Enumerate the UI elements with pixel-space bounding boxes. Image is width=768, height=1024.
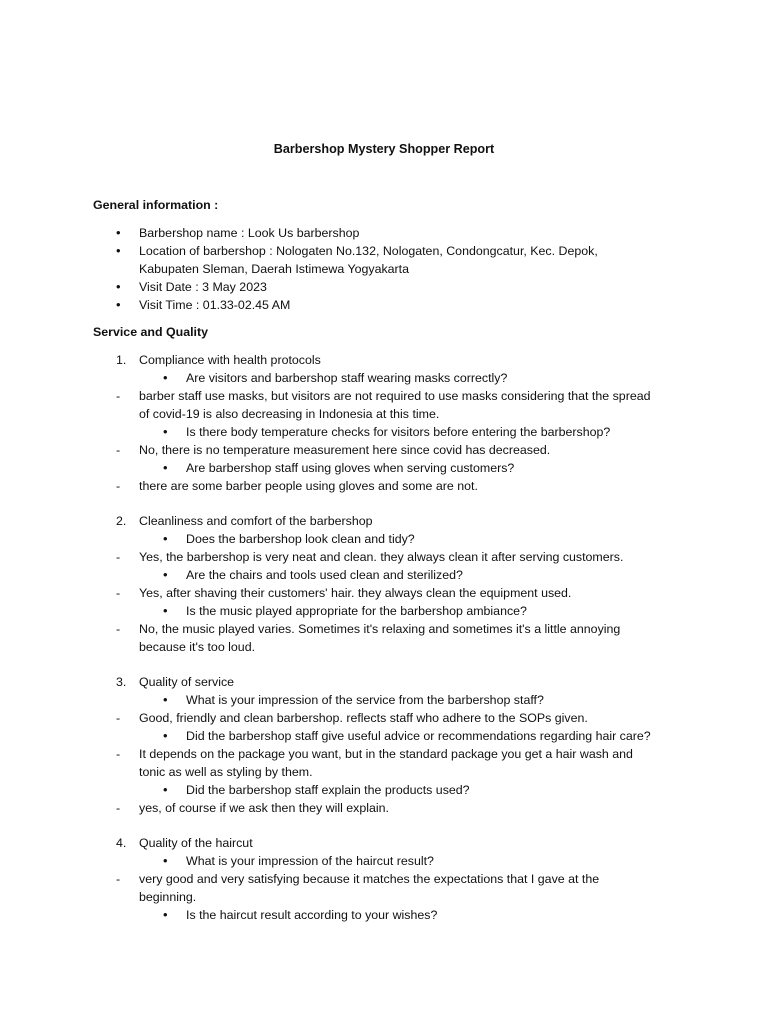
general-information-heading: General information : — [93, 198, 219, 212]
dash-marker: - — [116, 389, 121, 403]
barbershop-location-item-continued: Kabupaten Sleman, Daerah Istimewa Yogyakarta — [139, 262, 410, 276]
question: Are the chairs and tools used clean and sterilized? — [186, 568, 463, 582]
answer-continued: tonic as well as styling by them. — [139, 765, 313, 779]
answer: yes, of course if we ask then they will explain. — [139, 801, 389, 815]
section-number: 2. — [116, 514, 127, 528]
bullet-icon: • — [116, 297, 121, 312]
dash-marker: - — [116, 586, 121, 600]
bullet-icon: • — [163, 603, 168, 618]
question: Is the haircut result according to your wishes? — [186, 908, 438, 922]
answer: Yes, after shaving their customers' hair. they always clean the equipment used. — [139, 586, 572, 600]
bullet-icon: • — [116, 225, 121, 240]
answer-continued: because it's too loud. — [139, 640, 256, 654]
question: Did the barbershop staff explain the products used? — [186, 783, 470, 797]
answer: No, the music played varies. Sometimes it's relaxing and sometimes it's a little annoying — [139, 622, 621, 636]
answer: barber staff use masks, but visitors are not required to use masks considering that the spread — [139, 389, 651, 403]
bullet-icon: • — [163, 460, 168, 475]
question: Is the music played appropriate for the barbershop ambiance? — [186, 604, 527, 618]
section-title: Cleanliness and comfort of the barbershop — [139, 514, 373, 528]
bullet-icon: • — [163, 567, 168, 582]
question: Are visitors and barbershop staff wearing masks correctly? — [186, 371, 508, 385]
bullet-icon: • — [163, 370, 168, 385]
section-title: Compliance with health protocols — [139, 353, 321, 367]
answer: No, there is no temperature measurement here since covid has decreased. — [139, 443, 551, 457]
bullet-icon: • — [163, 907, 168, 922]
answer-continued: beginning. — [139, 890, 197, 904]
answer-continued: of covid-19 is also decreasing in Indonesia at this time. — [139, 407, 440, 421]
bullet-icon: • — [163, 531, 168, 546]
dash-marker: - — [116, 479, 121, 493]
section-number: 4. — [116, 836, 127, 850]
bullet-icon: • — [163, 853, 168, 868]
dash-marker: - — [116, 622, 121, 636]
bullet-icon: • — [163, 424, 168, 439]
visit-date-item: Visit Date : 3 May 2023 — [139, 280, 267, 294]
report-title: Barbershop Mystery Shopper Report — [273, 142, 495, 156]
dash-marker: - — [116, 747, 121, 761]
answer: Good, friendly and clean barbershop. reflects staff who adhere to the SOPs given. — [139, 711, 588, 725]
section-number: 3. — [116, 675, 127, 689]
question: Did the barbershop staff give useful advice or recommendations regarding hair care? — [186, 729, 651, 743]
dash-marker: - — [116, 801, 121, 815]
answer: It depends on the package you want, but in the standard package you get a hair wash and — [139, 747, 633, 761]
barbershop-location-item: Location of barbershop : Nologaten No.132, Nologaten, Condongcatur, Kec. Depok, — [139, 244, 598, 258]
bullet-icon: • — [163, 692, 168, 707]
visit-time-item: Visit Time : 01.33-02.45 AM — [139, 298, 291, 312]
bullet-icon: • — [116, 279, 121, 294]
question: Are barbershop staff using gloves when serving customers? — [186, 461, 515, 475]
section-title: Quality of the haircut — [139, 836, 253, 850]
section-number: 1. — [116, 353, 127, 367]
question: What is your impression of the haircut result? — [186, 854, 434, 868]
answer: Yes, the barbershop is very neat and clean. they always clean it after serving customers. — [139, 550, 624, 564]
barbershop-name-item: Barbershop name : Look Us barbershop — [139, 226, 360, 240]
dash-marker: - — [116, 872, 121, 886]
question: What is your impression of the service from the barbershop staff? — [186, 693, 544, 707]
dash-marker: - — [116, 711, 121, 725]
section-title: Quality of service — [139, 675, 235, 689]
bullet-icon: • — [163, 782, 168, 797]
dash-marker: - — [116, 550, 121, 564]
bullet-icon: • — [116, 243, 121, 258]
service-and-quality-heading: Service and Quality — [93, 325, 209, 339]
dash-marker: - — [116, 443, 121, 457]
answer: very good and very satisfying because it matches the expectations that I gave at the — [139, 872, 600, 886]
bullet-icon: • — [163, 728, 168, 743]
question: Is there body temperature checks for visitors before entering the barbershop? — [186, 425, 611, 439]
answer: there are some barber people using gloves and some are not. — [139, 479, 478, 493]
question: Does the barbershop look clean and tidy? — [186, 532, 415, 546]
